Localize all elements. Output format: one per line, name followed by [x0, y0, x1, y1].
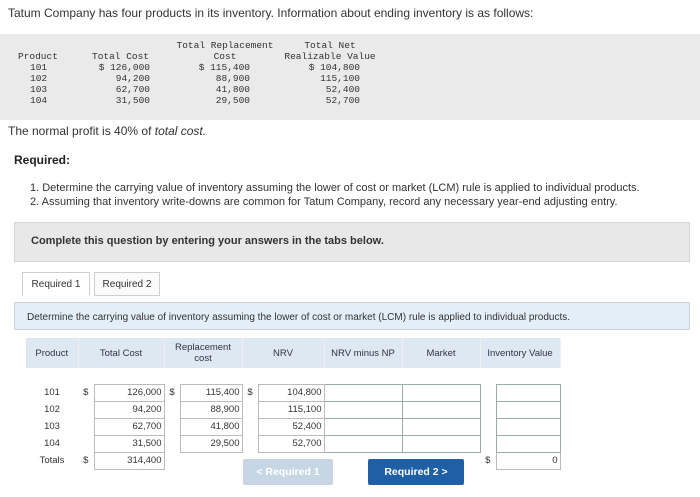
totals-inv-symbol: $ — [485, 455, 491, 466]
cell-rep-symbol — [164, 435, 180, 452]
instruction-text: Determine the carrying value of inventory assuming the lower of cost or market (LCM) rule is applied to individual products. — [27, 312, 571, 323]
info-row-cost: 94,200 — [115, 73, 150, 84]
prev-required-1-button[interactable]: < Required 1 — [243, 459, 333, 485]
tab-required-2[interactable]: Required 2 — [94, 272, 160, 296]
input-inventory-value[interactable] — [496, 384, 560, 401]
cell-product: 101 — [44, 387, 60, 398]
table-row — [26, 384, 560, 401]
info-header-total-cost: Total Cost — [92, 51, 150, 62]
input-nrv-minus-np[interactable] — [324, 384, 402, 401]
cell-total-cost: 62,700 — [94, 418, 164, 435]
cell-nrv-symbol — [242, 401, 258, 418]
normal-profit-prefix: The normal profit is 40% of — [8, 124, 155, 138]
info-row-product: 104 — [30, 95, 48, 106]
cell-cost-symbol: $ — [83, 387, 89, 398]
cell-nrv: 104,800 — [258, 384, 324, 401]
table-row — [26, 401, 560, 418]
input-inventory-value[interactable] — [496, 401, 560, 418]
header-inventory-value: Inventory Value — [480, 338, 560, 368]
info-row-cost: 62,700 — [115, 84, 150, 95]
required-item: 2. Assuming that inventory write-downs are common for Tatum Company, record any necessary year-end adjusting entry. — [30, 196, 618, 208]
totals-label: Totals — [39, 455, 65, 466]
instruction-banner — [14, 302, 690, 330]
cell-total-cost: 31,500 — [94, 435, 164, 452]
cell-replacement: 41,800 — [180, 418, 242, 435]
cell-rep-symbol — [164, 418, 180, 435]
info-header-replacement: Total Replacement Cost — [176, 40, 274, 62]
cell-nrv: 115,100 — [258, 401, 324, 418]
header-market: Market — [402, 338, 480, 368]
header-nrv: NRV — [242, 338, 324, 368]
cell-nrv: 52,700 — [258, 435, 324, 452]
info-row-replacement: 41,800 — [215, 84, 250, 95]
totals-cost: 314,400 — [94, 452, 164, 469]
cell-replacement: 29,500 — [180, 435, 242, 452]
required-heading: Required: — [14, 153, 71, 167]
info-row-cost: $ 126,000 — [98, 62, 150, 73]
header-product: Product — [26, 338, 78, 368]
input-market[interactable] — [402, 418, 480, 435]
table-spacer — [26, 368, 560, 384]
info-row-replacement: 88,900 — [215, 73, 250, 84]
cell-product: 104 — [44, 438, 60, 449]
cell-cost-symbol — [78, 418, 94, 435]
cell-cost-symbol — [78, 435, 94, 452]
table-header-row — [26, 338, 560, 368]
cell-product: 103 — [44, 421, 60, 432]
table-row — [26, 418, 560, 435]
input-market[interactable] — [402, 401, 480, 418]
cell-nrv-symbol: $ — [247, 387, 253, 398]
info-row-nrv: $ 104,800 — [308, 62, 360, 73]
complete-banner — [14, 222, 690, 262]
cell-cost-symbol — [78, 401, 94, 418]
input-nrv-minus-np[interactable] — [324, 401, 402, 418]
input-nrv-minus-np[interactable] — [324, 435, 402, 452]
info-row-product: 102 — [30, 73, 48, 84]
info-header-product: Product — [18, 51, 58, 62]
header-total-cost: Total Cost — [78, 338, 164, 368]
info-row-nrv: 52,700 — [325, 95, 360, 106]
intro-text: Tatum Company has four products in its inventory. Information about ending inventory is as follows: — [8, 6, 534, 20]
cell-replacement: 115,400 — [180, 384, 242, 401]
tab-required-1[interactable]: Required 1 — [22, 272, 90, 296]
info-row-product: 101 — [30, 62, 48, 73]
info-row-cost: 31,500 — [115, 95, 150, 106]
info-row-product: 103 — [30, 84, 48, 95]
input-inventory-value[interactable] — [496, 418, 560, 435]
cell-nrv: 52,400 — [258, 418, 324, 435]
input-market[interactable] — [402, 435, 480, 452]
totals-inventory-value: 0 — [496, 452, 560, 469]
complete-banner-text: Complete this question by entering your answers in the tabs below. — [31, 235, 384, 247]
cell-rep-symbol — [164, 401, 180, 418]
required-item: 1. Determine the carrying value of inventory assuming the lower of cost or market (LCM) rule is applied to individual products. — [30, 182, 640, 194]
header-nrv-minus-np: NRV minus NP — [324, 338, 402, 368]
cell-nrv-symbol — [242, 418, 258, 435]
input-market[interactable] — [402, 384, 480, 401]
normal-profit-note — [8, 124, 206, 138]
info-row-replacement: $ 115,400 — [198, 62, 250, 73]
required-list — [30, 181, 640, 209]
info-row-nrv: 115,100 — [320, 73, 360, 84]
info-header-nrv: Total Net Realizable Value — [284, 40, 376, 62]
answer-table — [26, 338, 561, 470]
info-row-nrv: 52,400 — [325, 84, 360, 95]
cell-rep-symbol: $ — [169, 387, 175, 398]
next-required-2-button[interactable]: Required 2 > — [368, 459, 464, 485]
input-inventory-value[interactable] — [496, 435, 560, 452]
inventory-info-panel — [0, 34, 700, 120]
info-row-replacement: 29,500 — [215, 95, 250, 106]
cell-total-cost: 94,200 — [94, 401, 164, 418]
normal-profit-italic: total cost. — [154, 124, 207, 138]
cell-nrv-symbol — [242, 435, 258, 452]
input-nrv-minus-np[interactable] — [324, 418, 402, 435]
cell-product: 102 — [44, 404, 60, 415]
header-replacement-cost: Replacement cost — [164, 338, 242, 368]
totals-cost-symbol: $ — [83, 455, 89, 466]
cell-total-cost: 126,000 — [94, 384, 164, 401]
cell-replacement: 88,900 — [180, 401, 242, 418]
table-row — [26, 435, 560, 452]
